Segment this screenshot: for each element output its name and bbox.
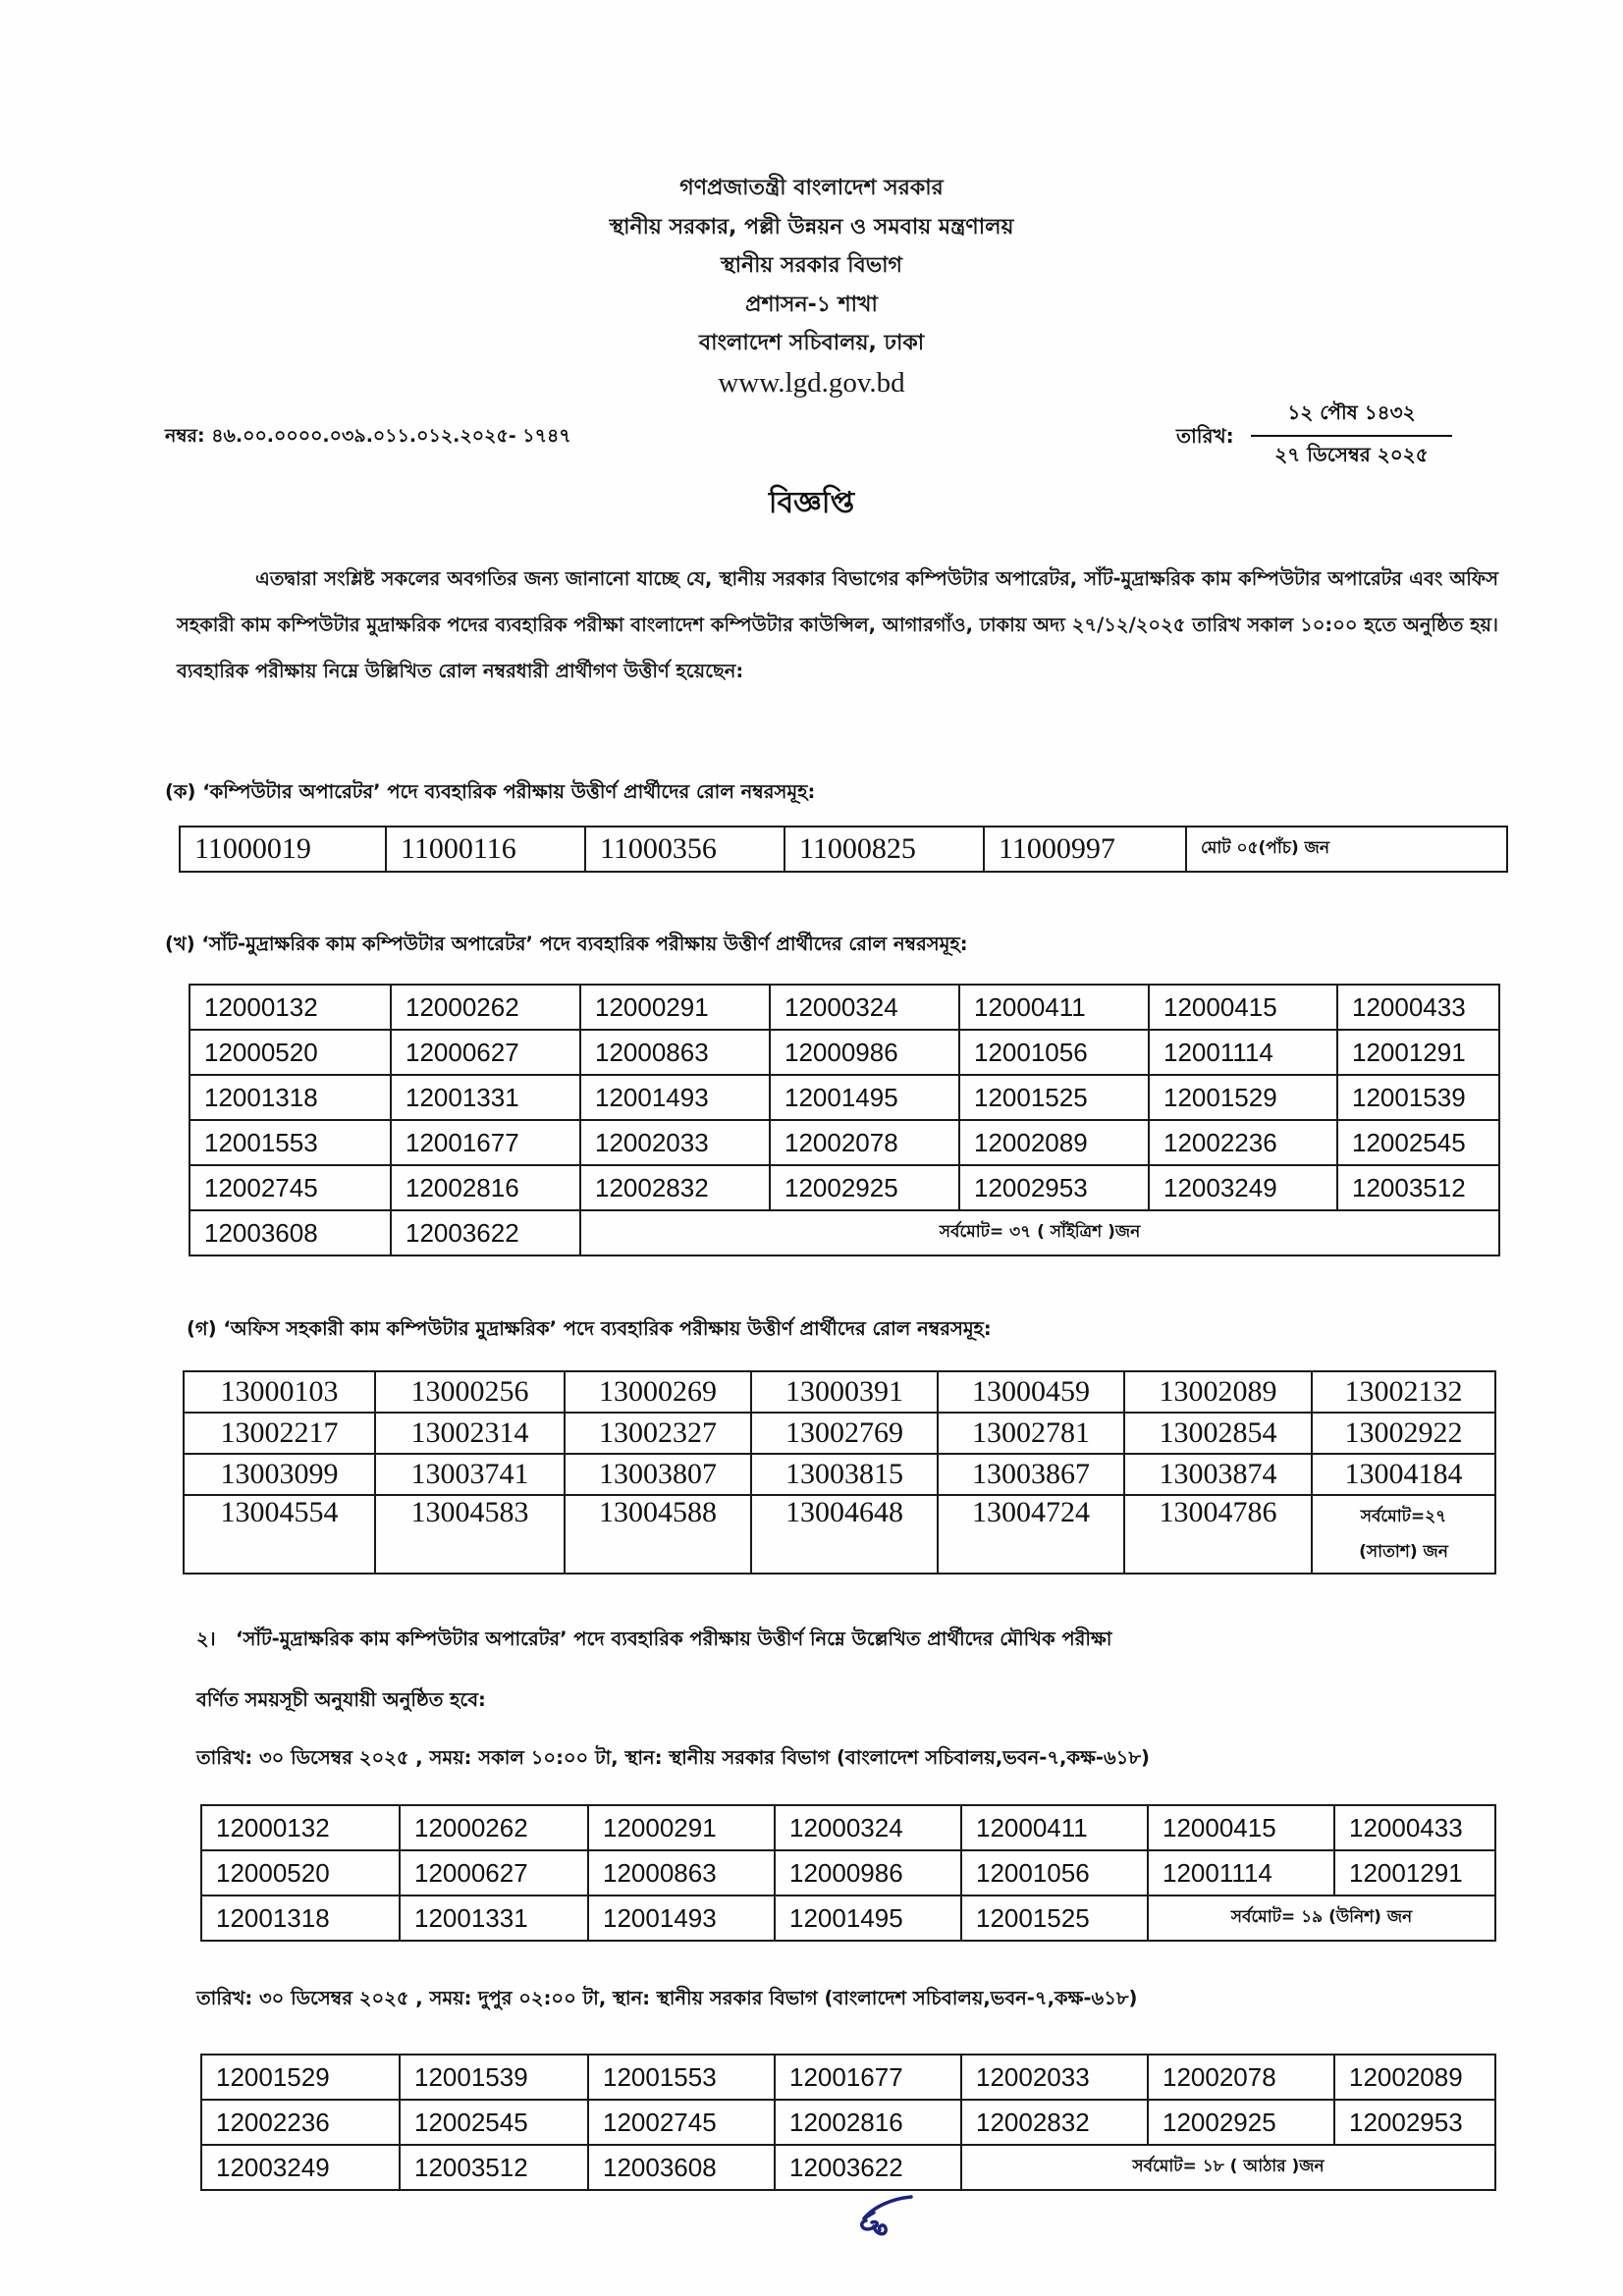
- office-address: বাংলাদেশ সচিবালয়, ঢাকা: [698, 331, 925, 355]
- roll-cell: 13003874: [1124, 1454, 1312, 1495]
- section-2-text-cont: বর্ণিত সময়সূচী অনুযায়ী অনুষ্ঠিত হবে:: [196, 1688, 486, 1711]
- roll-cell: 12001291: [1337, 1030, 1499, 1075]
- roll-cell: 12003512: [1337, 1165, 1499, 1210]
- roll-cell: 12000411: [959, 985, 1149, 1030]
- roll-cell: 12001525: [961, 1896, 1148, 1941]
- roll-cell: 13000103: [184, 1371, 375, 1413]
- roll-cell: 13000391: [751, 1371, 938, 1413]
- roll-cell: 12001056: [959, 1030, 1149, 1075]
- total-line-1: সর্বমোট=২৭: [1360, 1507, 1447, 1526]
- roll-cell: 12000863: [580, 1030, 770, 1075]
- roll-cell: 12002832: [580, 1165, 770, 1210]
- section-number: ২।: [196, 1628, 216, 1650]
- roll-cell: 13002769: [751, 1413, 938, 1454]
- table-row: [201, 1850, 1495, 1896]
- roll-cell: 12000324: [775, 1805, 961, 1850]
- roll-cell: 13002217: [184, 1413, 375, 1454]
- roll-cell: 12000132: [201, 1805, 400, 1850]
- roll-cell: 13003867: [938, 1454, 1124, 1495]
- table-row: [201, 1805, 1495, 1850]
- roll-cell: 12000627: [391, 1030, 580, 1075]
- slot1-schedule: তারিখ: ৩০ ডিসেম্বর ২০২৫ , সময়: সকাল ১০:০০ টা, স্থান: স্থানীয় সরকার বিভাগ (বাংলাদেশ সচিবালয়,ভবন-৭,কক্ষ-৬১৮): [196, 1746, 1150, 1769]
- roll-cell: 12002953: [1334, 2100, 1495, 2145]
- roll-cell: 12001318: [189, 1075, 391, 1120]
- table-row: [189, 1165, 1499, 1210]
- table-row: [184, 1454, 1495, 1495]
- roll-cell: 12002033: [580, 1120, 770, 1165]
- roll-cell: 12000433: [1337, 985, 1499, 1030]
- roll-cell: 12000986: [770, 1030, 959, 1075]
- roll-cell: 12002816: [391, 1165, 580, 1210]
- roll-cell: 13004184: [1312, 1454, 1495, 1495]
- roll-cell: 12000520: [189, 1030, 391, 1075]
- roll-cell: 13004588: [565, 1495, 751, 1574]
- section-ga-table: [183, 1370, 1496, 1575]
- roll-cell: 13004554: [184, 1495, 375, 1574]
- section-2-text: ‘সাঁট-মুদ্রাক্ষরিক কাম কম্পিউটার অপারেটর’ পদে ব্যবহারিক পরীক্ষায় উত্তীর্ণ নিম্নে উল্লেখিত প্রার্থীদের মৌখিক পরীক্ষা: [236, 1628, 1112, 1650]
- total-cell: সর্বমোট= ১৯ (উনিশ) জন: [1148, 1896, 1495, 1941]
- roll-cell: 12002078: [770, 1120, 959, 1165]
- roll-cell: 12001677: [775, 2055, 961, 2100]
- roll-cell: 12003249: [1149, 1165, 1337, 1210]
- roll-cell: 12002745: [189, 1165, 391, 1210]
- roll-cell: 13004724: [938, 1495, 1124, 1574]
- roll-cell: 12001318: [201, 1896, 400, 1941]
- section-ga-label: (গ) ‘অফিস সহকারী কাম কম্পিউটার মুদ্রাক্ষরিক’ পদে ব্যবহারিক পরীক্ষায় উত্তীর্ণ প্রার্থীদের রোল নম্বরসমূহ:: [187, 1317, 992, 1340]
- table-row: [189, 1075, 1499, 1120]
- roll-cell: 13003815: [751, 1454, 938, 1495]
- roll-cell: 12001056: [961, 1850, 1148, 1896]
- roll-cell: 12000986: [775, 1850, 961, 1896]
- table-row: [189, 1210, 1499, 1255]
- roll-cell: 13000256: [375, 1371, 565, 1413]
- roll-cell: 12000433: [1334, 1805, 1495, 1850]
- roll-cell: 12001114: [1148, 1850, 1334, 1896]
- roll-cell: 12000262: [400, 1805, 588, 1850]
- roll-cell: 11000825: [784, 827, 984, 872]
- signature-icon: [852, 2193, 921, 2242]
- total-line-2: (সাতাশ) জন: [1359, 1542, 1448, 1562]
- roll-cell: 12003249: [201, 2145, 400, 2190]
- roll-cell: 12003622: [775, 2145, 961, 2190]
- roll-cell: 12001291: [1334, 1850, 1495, 1896]
- roll-cell: 12003608: [189, 1210, 391, 1255]
- roll-cell: 12002236: [1149, 1120, 1337, 1165]
- roll-cell: 12001539: [400, 2055, 588, 2100]
- roll-cell: 11000116: [386, 827, 585, 872]
- table-row: [201, 2100, 1495, 2145]
- division-name: স্থানীয় সরকার বিভাগ: [721, 253, 902, 278]
- intro-paragraph: [177, 556, 1498, 694]
- roll-cell: 12001495: [775, 1896, 961, 1941]
- roll-cell: 11000019: [180, 827, 386, 872]
- roll-cell: 12001331: [391, 1075, 580, 1120]
- roll-cell: 12002925: [1148, 2100, 1334, 2145]
- roll-cell: 12001539: [1337, 1075, 1499, 1120]
- roll-cell: 12001114: [1149, 1030, 1337, 1075]
- table-row: [184, 1413, 1495, 1454]
- roll-cell: 12001529: [1149, 1075, 1337, 1120]
- roll-cell: 12002816: [775, 2100, 961, 2145]
- roll-cell: 12001495: [770, 1075, 959, 1120]
- table-row: [201, 1896, 1495, 1941]
- roll-cell: 12002745: [588, 2100, 775, 2145]
- roll-cell: 12002089: [959, 1120, 1149, 1165]
- website-link[interactable]: www.lgd.gov.bd: [718, 366, 905, 399]
- section-ka-table: [179, 826, 1508, 873]
- roll-cell: 12001553: [189, 1120, 391, 1165]
- section-2-heading: [196, 1626, 1111, 1657]
- roll-cell: 13002922: [1312, 1413, 1495, 1454]
- section-kha-table: [189, 984, 1500, 1256]
- roll-cell: 13003807: [565, 1454, 751, 1495]
- roll-cell: 12002832: [961, 2100, 1148, 2145]
- roll-cell: 12003622: [391, 1210, 580, 1255]
- roll-cell: 13002089: [1124, 1371, 1312, 1413]
- roll-cell: 12001331: [400, 1896, 588, 1941]
- roll-cell: 12000324: [770, 985, 959, 1030]
- branch-name: প্রশাসন-১ শাখা: [745, 292, 878, 317]
- roll-cell: 12002545: [1337, 1120, 1499, 1165]
- roll-cell: 12002033: [961, 2055, 1148, 2100]
- roll-cell: 13004786: [1124, 1495, 1312, 1574]
- roll-cell: 11000356: [585, 827, 784, 872]
- roll-cell: 12002545: [400, 2100, 588, 2145]
- total-cell: সর্বমোট= ১৮ ( আঠার )জন: [961, 2145, 1495, 2190]
- roll-cell: 12002089: [1334, 2055, 1495, 2100]
- ministry-name: স্থানীয় সরকার, পল্লী উন্নয়ন ও সমবায় মন্ত্রণালয়: [609, 214, 1014, 240]
- table-row: [189, 1120, 1499, 1165]
- roll-cell: 13004648: [751, 1495, 938, 1574]
- date-label: তারিখ:: [1176, 424, 1234, 448]
- roll-cell: 12001525: [959, 1075, 1149, 1120]
- slot2-table: [200, 2054, 1496, 2191]
- roll-cell: 12001493: [580, 1075, 770, 1120]
- roll-cell: 12000132: [189, 985, 391, 1030]
- roll-cell: 13002781: [938, 1413, 1124, 1454]
- roll-cell: 12000863: [588, 1850, 775, 1896]
- date-bangla: ১২ পৌষ ১৪৩২: [1251, 399, 1452, 437]
- roll-cell: 12001529: [201, 2055, 400, 2100]
- roll-cell: 13002854: [1124, 1413, 1312, 1454]
- slot2-schedule: তারিখ: ৩০ ডিসেম্বর ২০২৫ , সময়: দুপুর ০২:০০ টা, স্থান: স্থানীয় সরকার বিভাগ (বাংলাদেশ সচিবালয়,ভবন-৭,কক্ষ-৬১৮): [196, 1987, 1138, 2009]
- roll-cell: 12002078: [1148, 2055, 1334, 2100]
- table-row: [189, 985, 1499, 1030]
- intro-text: এতদ্বারা সংশ্লিষ্ট সকলের অবগতির জন্য জানানো যাচ্ছে যে, স্থানীয় সরকার বিভাগের কম্পিউটার অপারেটর, সাঁট-মুদ্রাক্ষরিক কাম কম্পিউটার অপারেটর এবং অফিস সহকারী কাম কম্পিউটার মুদ্রাক্ষরিক পদের ব্যবহারিক পরীক্ষা বাংলাদেশ কম্পিউটার কাউন্সিল, আগারগাঁও, ঢাকায় অদ্য ২৭/১২/২০২৫ তারিখ সকাল ১০:০০ হতে অনুষ্ঠিত হয়। ব্যবহারিক পরীক্ষায় নিম্নে উল্লিখিত রোল নম্বরধারী প্রার্থীগণ উত্তীর্ণ হয়েছেন:: [177, 567, 1498, 682]
- letterhead: [0, 169, 1623, 402]
- roll-cell: 12002925: [770, 1165, 959, 1210]
- date-english: ২৭ ডিসেম্বর ২০২৫: [1274, 443, 1429, 466]
- notice-title: বিজ্ঞপ্তি: [768, 486, 855, 520]
- table-row: [184, 1371, 1495, 1413]
- table-row: [201, 2055, 1495, 2100]
- roll-cell: 13003741: [375, 1454, 565, 1495]
- roll-cell: 12001553: [588, 2055, 775, 2100]
- table-row: [184, 1495, 1495, 1574]
- roll-cell: 12000520: [201, 1850, 400, 1896]
- roll-cell: 12003512: [400, 2145, 588, 2190]
- roll-cell: 12000415: [1148, 1805, 1334, 1850]
- roll-cell: 12000411: [961, 1805, 1148, 1850]
- roll-cell: 13004583: [375, 1495, 565, 1574]
- section-ka-label: (ক) ‘কম্পিউটার অপারেটর’ পদে ব্যবহারিক পরীক্ষায় উত্তীর্ণ প্রার্থীদের রোল নম্বরসমূহ:: [165, 780, 816, 803]
- roll-cell: 13002327: [565, 1413, 751, 1454]
- roll-cell: 12000262: [391, 985, 580, 1030]
- table-row: [201, 2145, 1495, 2190]
- total-cell: [1312, 1495, 1495, 1574]
- table-row: [180, 827, 1507, 872]
- memo-number: নম্বর: ৪৬.০০.০০০০.০৩৯.০১১.০১২.২০২৫- ১৭৪৭: [165, 425, 571, 447]
- roll-cell: 12000627: [400, 1850, 588, 1896]
- total-cell: সর্বমোট= ৩৭ ( সাঁইত্রিশ )জন: [580, 1210, 1499, 1255]
- table-row: [189, 1030, 1499, 1075]
- roll-cell: 13000269: [565, 1371, 751, 1413]
- roll-cell: 13002314: [375, 1413, 565, 1454]
- slot1-table: [200, 1804, 1496, 1942]
- roll-cell: 12001493: [588, 1896, 775, 1941]
- roll-cell: 12002953: [959, 1165, 1149, 1210]
- roll-cell: 12000291: [588, 1805, 775, 1850]
- roll-cell: 12002236: [201, 2100, 400, 2145]
- roll-cell: 12001677: [391, 1120, 580, 1165]
- roll-cell: 11000997: [984, 827, 1186, 872]
- roll-cell: 12000415: [1149, 985, 1337, 1030]
- section-kha-label: (খ) ‘সাঁট-মুদ্রাক্ষরিক কাম কম্পিউটার অপারেটর’ পদে ব্যবহারিক পরীক্ষায় উত্তীর্ণ প্রার্থীদের রোল নম্বরসমূহ:: [165, 933, 968, 955]
- roll-cell: 13000459: [938, 1371, 1124, 1413]
- roll-cell: 12003608: [588, 2145, 775, 2190]
- roll-cell: 13003099: [184, 1454, 375, 1495]
- roll-cell: 12000291: [580, 985, 770, 1030]
- total-cell: মোট ০৫(পাঁচ) জন: [1186, 827, 1507, 872]
- govt-name: গণপ্রজাতন্ত্রী বাংলাদেশ সরকার: [679, 176, 944, 200]
- roll-cell: 13002132: [1312, 1371, 1495, 1413]
